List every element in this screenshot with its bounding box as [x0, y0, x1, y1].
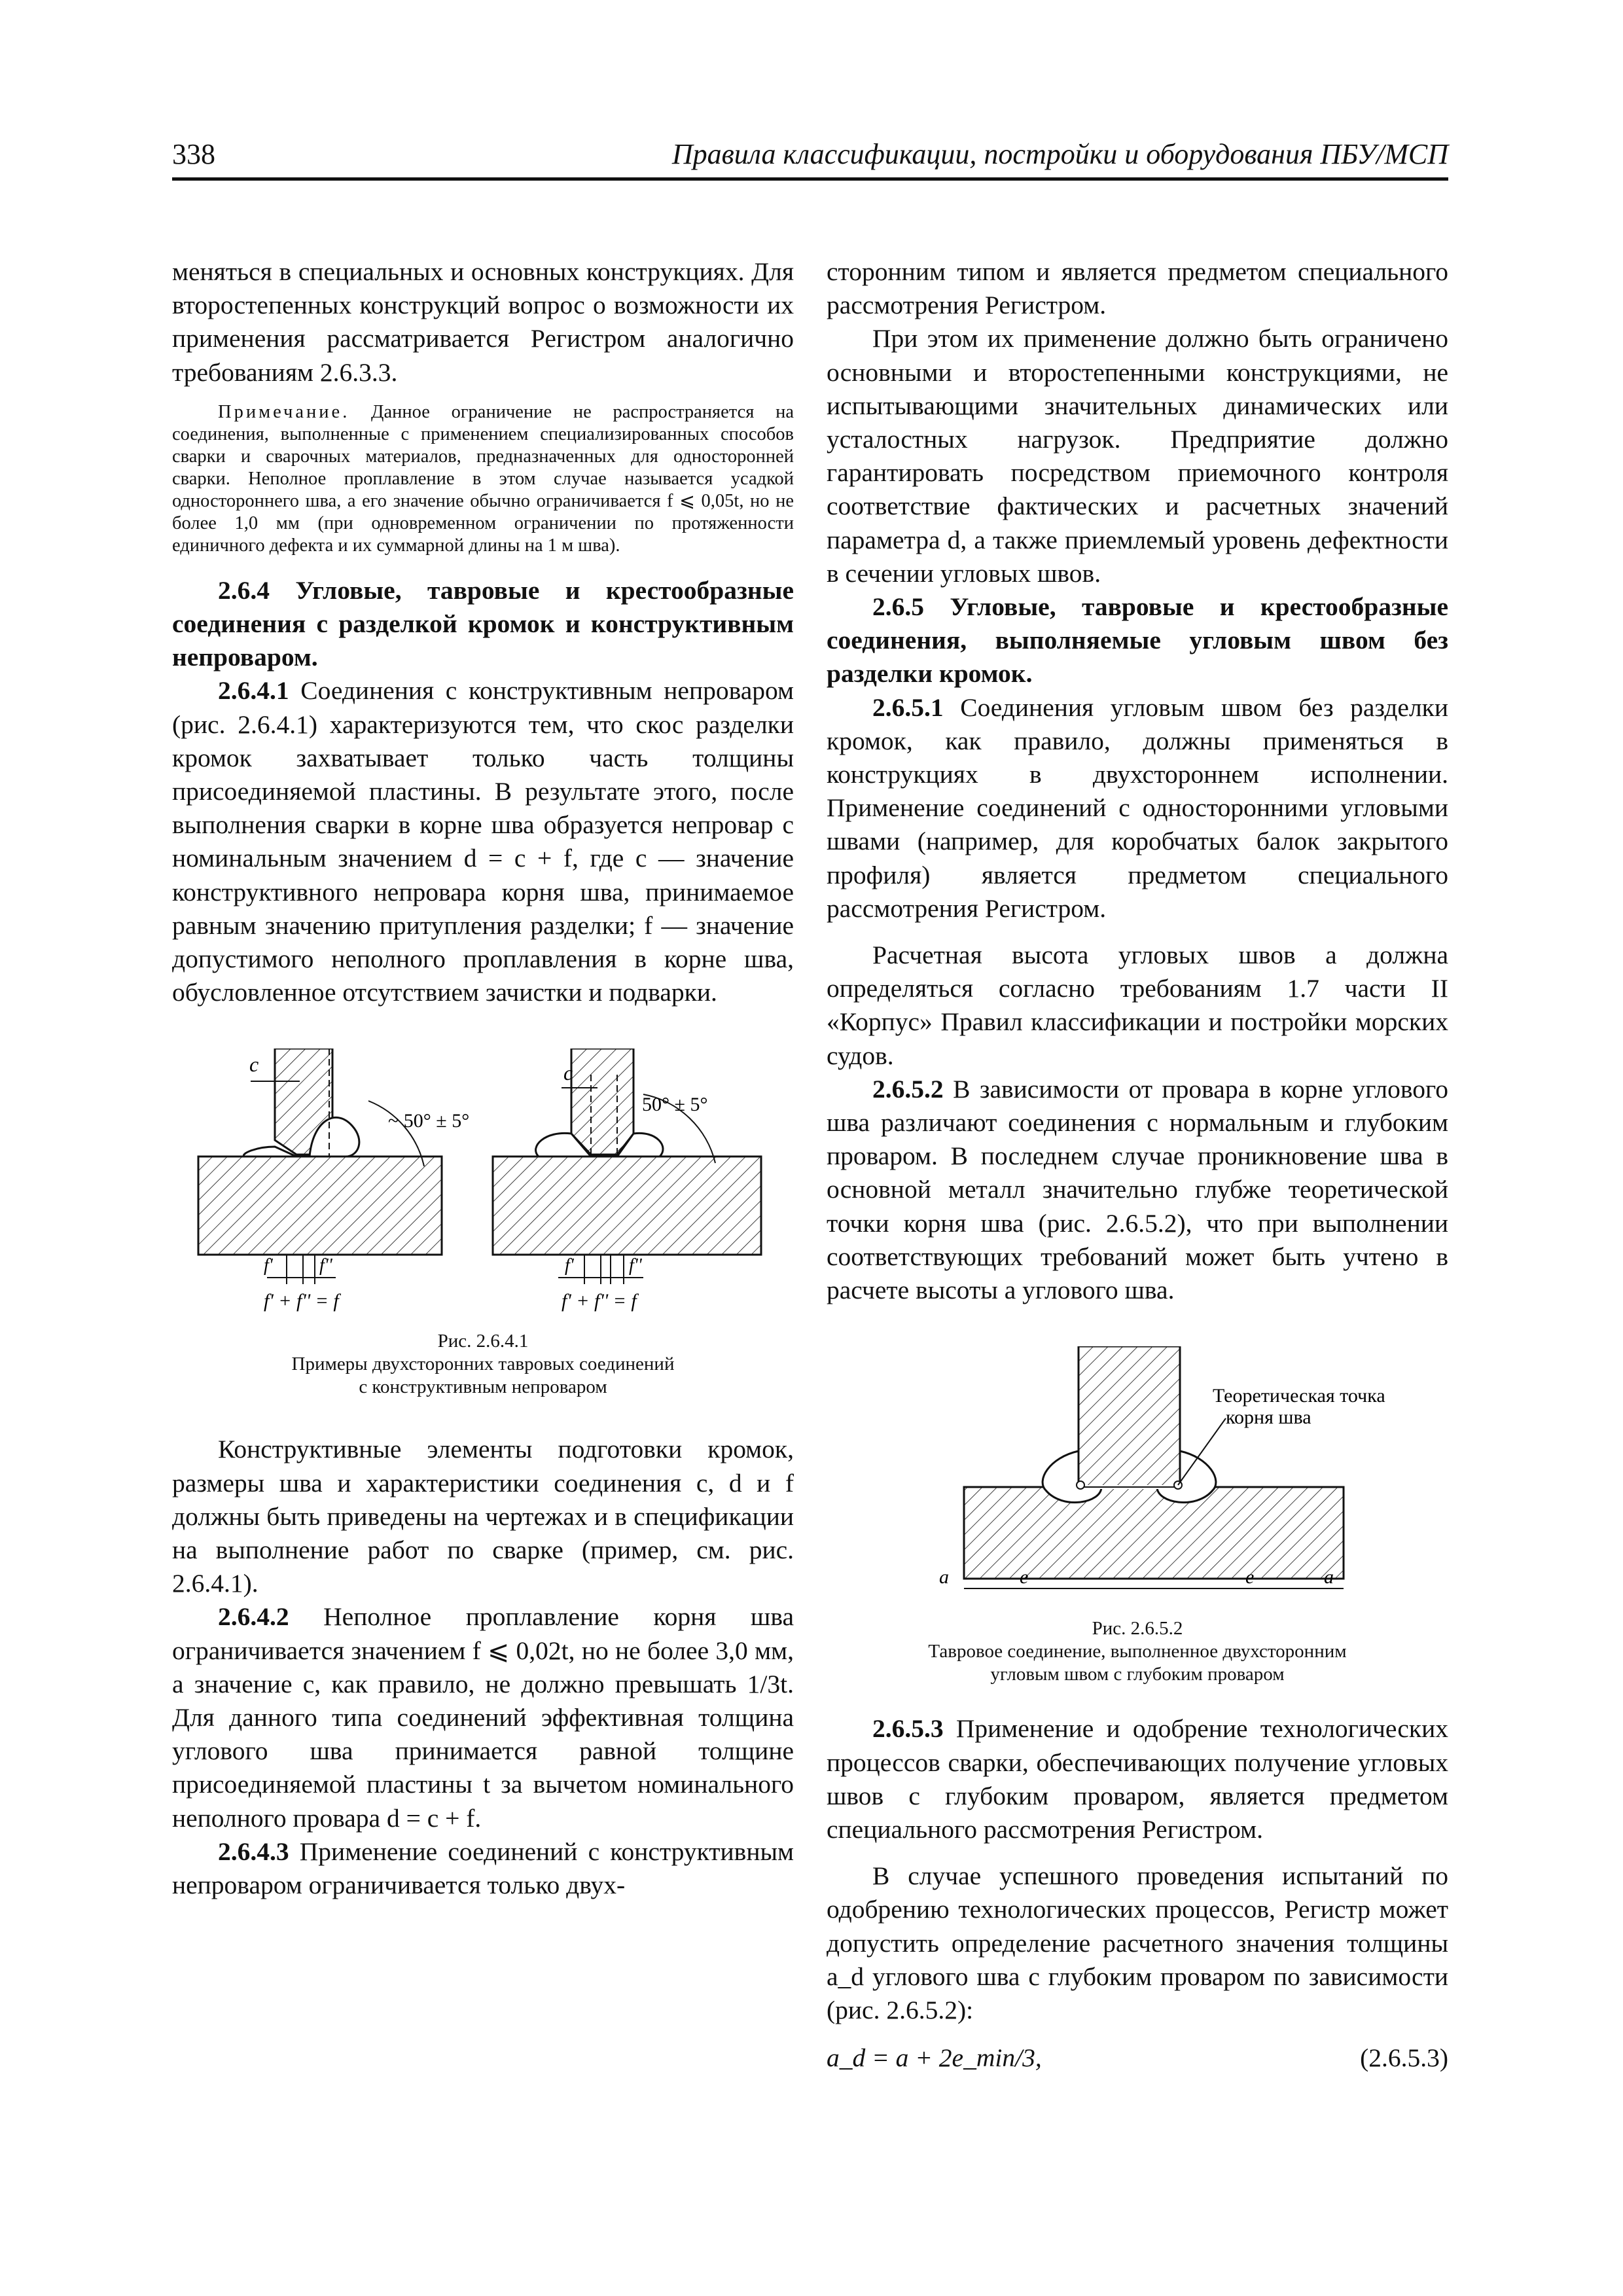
clause-number: 2.6.5.2: [872, 1074, 944, 1103]
label-theoretical-point-2: корня шва: [1226, 1407, 1311, 1429]
clause-number: 2.6.4.3: [218, 1837, 289, 1866]
label-fsum-left: f' + f'' = f: [264, 1290, 339, 1312]
paragraph-2-6-5-2: [827, 1073, 1448, 1307]
paragraph-continued: сторонним типом и является предметом специального рассмотрения Регистром.: [827, 257, 1448, 320]
label-f1-left: f': [264, 1255, 273, 1276]
label-theoretical-point-1: Теоретическая точка: [1213, 1385, 1385, 1407]
formula-expression: a_d = a + 2e_min/3,: [827, 2043, 1042, 2073]
figure-2-6-5-2-caption: [827, 1617, 1448, 1686]
caption-line-1: Примеры двухсторонних тавровых соединений: [291, 1354, 675, 1375]
joint-right: [493, 1049, 761, 1312]
formula-2-6-5-3: [827, 2041, 1448, 2075]
heading-2-6-4: 2.6.4 Угловые, тавровые и крестообразные соединения с разделкой кромок и конструктивным непроваром.: [172, 575, 794, 672]
figure-2-6-4-1-caption: [172, 1330, 794, 1399]
paragraph-elements: Конструктивные элементы подготовки кромок, размеры шва и характеристики соединения c, d и f должны быть приведены на чертежах и в спецификации на выполнение работ по сварке (пример, см. рис. 2.6.4.1).: [172, 1435, 794, 1598]
running-title: Правила классификации, постройки и оборудования ПБУ/МСП: [671, 138, 1448, 170]
paragraph-2-6-4-1: [172, 674, 794, 1009]
paragraph-text: Применение соединений с конструктивным непроваром ограничивается только двух-: [172, 1837, 794, 1900]
paragraph-2-6-5-3: [827, 1712, 1448, 1846]
label-f1-right: f': [565, 1255, 574, 1276]
caption-number: Рис. 2.6.4.1: [437, 1331, 529, 1352]
paragraph-text: В зависимости от провара в корне углового шва различают соединения с нормальным и глубоким проваром. В последнем случае проникновение шва в основной металл значительно глубже теоретической точки корня шва (рис. 2.6.5.2), что при выполнении соответствующих требований может быть учтено в расчете высоты a углового шва.: [827, 1074, 1448, 1305]
angle-label-right: 50° ± 5°: [642, 1094, 708, 1116]
label-e-right: e: [1245, 1566, 1255, 1588]
page-header: [172, 137, 1448, 177]
paragraph-2-6-4-3: [172, 1835, 794, 1902]
figure-2-6-4-1: [172, 1049, 794, 1317]
clause-number: 2.6.5.3: [872, 1714, 944, 1744]
paragraph-text: Соединения угловым швом без разделки кромок, как правило, должны применяться в конструкциях в двухстороннем исполнении. Применение соединений с односторонними угловыми швами (например, для коробчатых балок закрытого профиля) является предметом специального рассмотрения Регистром.: [827, 692, 1448, 923]
label-f2-left: f'': [319, 1255, 332, 1276]
label-f2-right: f'': [629, 1255, 642, 1276]
joint-left: [198, 1049, 469, 1312]
paragraph-text: Неполное проплавление корня шва ограничивается значением f ⩽ 0,02t, но не более 3,0 мм, а значение c, как правило, не должно превышать 1/3t. Для данного типа соединений эффективная толщина углового шва принимается равной толщине присоединяемой пластины t за вычетом номинального неполного провара d = c + f.: [172, 1602, 794, 1833]
figure-2-6-5-2: [827, 1346, 1448, 1608]
paragraph-2-6-5-1: [827, 691, 1448, 925]
page-number: 338: [172, 138, 215, 170]
clause-number: 2.6.4.1: [218, 676, 289, 706]
paragraph-text: Применение и одобрение технологических процессов сварки, обеспечивающих получение угловых швов с глубоким проваром, является предметом специального рассмотрения Регистром.: [827, 1714, 1448, 1844]
paragraph-intro: меняться в специальных и основных конструкциях. Для второстепенных конструкций вопрос о возможности их применения рассматривается Регистром аналогично требованиям 2.6.3.3.: [172, 257, 794, 387]
note: [172, 401, 794, 557]
angle-label-left: ~ 50° ± 5°: [388, 1110, 470, 1132]
label-a-left: a: [939, 1566, 949, 1588]
paragraph-limitations: При этом их применение должно быть ограничено основными и второстепенными конструкциями, не испытывающими значительных динамических или усталостных нагрузок. Предприятие должно гарантировать посредством приемочного контроля соответствие фактических и расчетных значений параметра d, а также приемлемый уровень дефектности в сечении угловых швов.: [827, 324, 1448, 588]
formula-number: (2.6.5.3): [1360, 2043, 1448, 2073]
paragraph-text: Соединения с конструктивным непроваром (рис. 2.6.4.1) характеризуются тем, что скос разделки кромок захватывает только часть толщины присоединяемой пластины. В результате этого, после выполнения сварки в корне шва образуется непровар с номинальным значением d = c + f, где c — значение конструктивного непровара корня шва, принимаемое равным значению притупления разделки; f — значение допустимого неполного проплавления в корне шва, обусловленное отсутствием зачистки и подварки.: [172, 676, 794, 1007]
label-c-left: c: [249, 1052, 259, 1077]
label-a-right: a: [1324, 1566, 1334, 1588]
paragraph-success: В случае успешного проведения испытаний по одобрению технологических процессов, Регистр может допустить определение расчетного значения толщины a_d углового шва с глубоким проваром по зависимости (рис. 2.6.5.2):: [827, 1861, 1448, 2024]
caption-line-2: с конструктивным непроваром: [359, 1376, 607, 1398]
caption-line-2: угловым швом с глубоким проваром: [990, 1664, 1285, 1685]
clause-number: 2.6.5.1: [872, 692, 944, 722]
header-rule: [172, 177, 1448, 181]
heading-2-6-5: 2.6.5 Угловые, тавровые и крестообразные соединения, выполняемые угловым швом без разделки кромок.: [827, 592, 1448, 689]
label-fsum-right: f' + f'' = f: [562, 1290, 637, 1312]
caption-line-1: Тавровое соединение, выполненное двухсторонним: [928, 1641, 1347, 1662]
paragraph-2-6-4-2: [172, 1600, 794, 1835]
label-c-right: c: [563, 1061, 573, 1085]
clause-number: 2.6.4.2: [218, 1602, 289, 1632]
label-e-left: e: [1020, 1566, 1029, 1588]
figure-2-6-4-1-drawing: [172, 1049, 794, 1317]
right-column: [827, 255, 1448, 2075]
note-text: Данное ограничение не распространяется на соединения, выполненные с применением специализированных способов сварки и сварочных материалов, предназначенных для односторонней сварки. Неполное проплавление в этом случае называется усадкой одностороннего шва, а его значение обычно ограничивается f ⩽ 0,05t, но не более 1,0 мм (при одновременном ограничении по протяженности единичного дефекта и их суммарной длины на 1 м шва).: [172, 401, 794, 556]
caption-number: Рис. 2.6.5.2: [1092, 1618, 1183, 1640]
left-column: [172, 255, 794, 1902]
note-label: Примечание.: [218, 401, 350, 422]
paragraph-weld-height: Расчетная высота угловых швов a должна определяться согласно требованиям 1.7 части II «Корпус» Правил классификации и постройки морских судов.: [827, 941, 1448, 1070]
figure-2-6-5-2-drawing: [827, 1346, 1448, 1608]
